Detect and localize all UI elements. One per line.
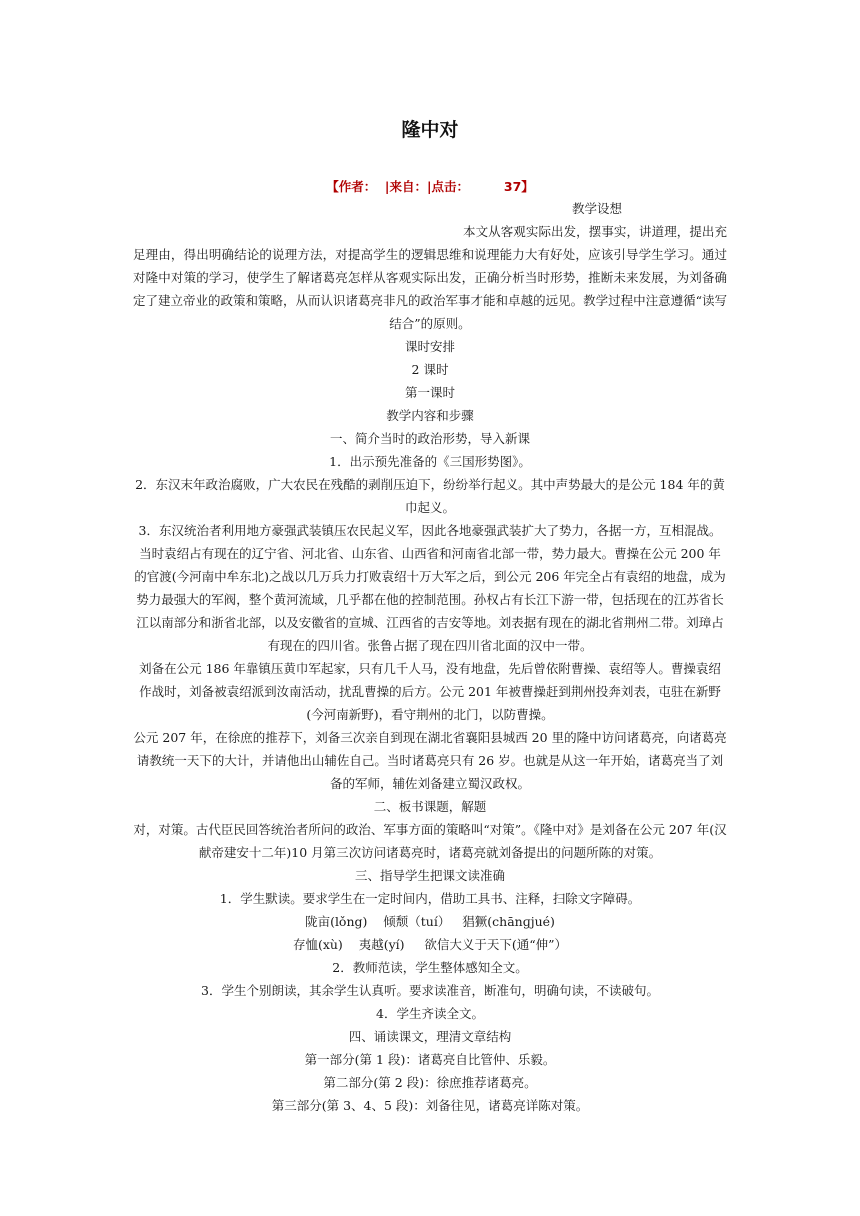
paragraph-207-visit: 公元 207 年，在徐庶的推荐下，刘备三次亲自到现在湖北省襄阳县城西 20 里的隆中访问诸葛亮，向诸葛亮请教统一天下的大计，并请他出山辅佐自己。当时诸葛亮只有 26 岁。也就是从这一年开始，诸葛亮当了刘备的军师，辅佐刘备建立蜀汉政权。 [133, 730, 727, 791]
structure-part-1: 第一部分(第 1 段)：诸葛亮自比管仲、乐毅。 [304, 1052, 556, 1067]
section-heading-teaching-idea: 教学设想 [571, 201, 622, 216]
paragraph-title-explanation: 对，对策。古代臣民回答统治者所问的政治、军事方面的策略叫“对策”。《隆中对》是刘备在公元 207 年(汉献帝建安十二年)10 月第三次访问诸葛亮时，诸葛亮就刘备提出的问题所陈的对策。 [133, 822, 727, 860]
article-meta-line: 【作者： |来自：|点击： 37】 [326, 179, 534, 194]
list-item-3-3: 3．学生个别朗读，其余学生认真听。要求读准音，断准句，明确句读，不读破句。 [201, 983, 659, 998]
heading-schedule: 课时安排 [404, 339, 455, 354]
pronunciation-line-2: 存恤(xù) 夷越(yí) 欲信大义于天下(通“伸”） [292, 937, 568, 952]
step-heading-4: 四、诵读课文，理清文章结构 [348, 1029, 512, 1044]
pronunciation-line-1: 陇亩(lǒng) 倾颓（tuí） 猖獗(chānɡjué) [305, 914, 555, 929]
structure-part-3: 第三部分(第 3、4、5 段)：刘备往见，诸葛亮详陈对策。 [271, 1098, 589, 1113]
step-heading-2: 二、板书课题，解题 [373, 799, 487, 814]
paragraph-teaching-idea: 本文从客观实际出发，摆事实，讲道理，提出充足理由，得出明确结论的说理方法，对提高学生的逻辑思维和说理能力大有好处，应该引导学生学习。通过对隆中对策的学习，使学生了解诸葛亮怎样从客观实际出发，正确分析当时形势，推断未来发展，为刘备确定了建立帝业的政策和策略，从而认识诸葛亮非凡的政治军事才能和卓越的远见。教学过程中注意遵循“读写结合”的原则。 [133, 224, 727, 331]
article-body [133, 197, 727, 1117]
heading-content-steps: 教学内容和步骤 [386, 408, 474, 423]
list-item-3-2: 2．教师范读，学生整体感知全文。 [332, 960, 528, 975]
list-item-3-4: 4．学生齐读全文。 [376, 1006, 484, 1021]
structure-part-2: 第二部分(第 2 段)：徐庶推荐诸葛亮。 [323, 1075, 537, 1090]
step-heading-3: 三、指导学生把课文读准确 [354, 868, 505, 883]
list-item-3-1: 1．学生默读。要求学生在一定时间内，借助工具书、注释，扫除文字障碍。 [219, 891, 641, 906]
list-item-1-1: 1．出示预先准备的《三国形势图》。 [329, 454, 531, 469]
heading-first-lesson: 第一课时 [404, 385, 455, 400]
document-title: 隆中对 [401, 119, 459, 141]
step-heading-1: 一、简介当时的政治形势，导入新课 [329, 431, 530, 446]
list-item-1-2: 2．东汉末年政治腐败，广大农民在残酷的剥削压迫下，纷纷举行起义。其中声势最大的是公元 184 年的黄巾起义。 [135, 477, 725, 515]
list-item-1-3: 3．东汉统治者利用地方豪强武装镇压农民起义军，因此各地豪强武装扩大了势力，各据一方，互相混战。当时袁绍占有现在的辽宁省、河北省、山东省、山西省和河南省北部一带，势力最大。曹操在公元 200 年的官渡(今河南中牟东北)之战以几万兵力打败袁绍十万大军之后，到公元 206 年完全占有袁绍的地盘，成为势力最强大的军阀，整个黄河流域，几乎都在他的控制范围。孙权占有长江下游一带，包括现在的江苏省长江以南部分和浙省北部，以及安徽省的宣城、江西省的吉安等地。刘表据有现在的湖北省荆州二带。刘璋占有现在的四川省。张鲁占据了现在四川省北面的汉中一带。 [134, 523, 726, 653]
paragraph-liubei-rise: 刘备在公元 186 年靠镇压黄巾军起家，只有几千人马，没有地盘，先后曾依附曹操、袁绍等人。曹操袁绍作战时，刘备被袁绍派到汝南活动，扰乱曹操的后方。公元 201 年被曹操赶到荆州投奔刘表，屯驻在新野(今河南新野)，看守荆州的北门，以防曹操。 [139, 661, 721, 722]
text-class-hours: 2 课时 [411, 362, 449, 377]
